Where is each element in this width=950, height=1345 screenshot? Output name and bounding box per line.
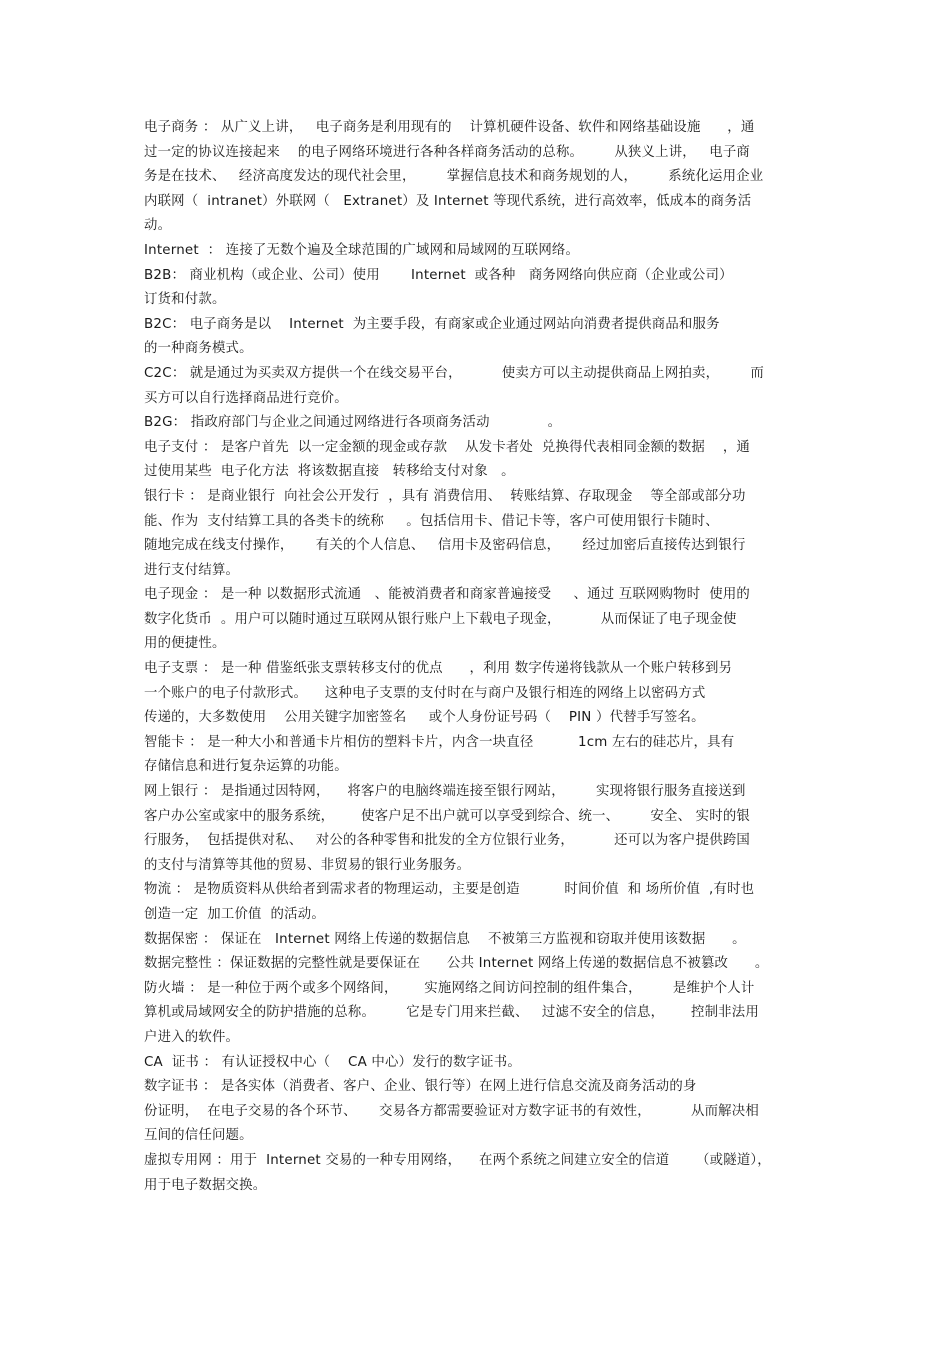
text-line: 互间的信任问题。 bbox=[144, 1128, 253, 1144]
text-line: 物流 ： 是物质资料从供给者到需求者的物理运动，主要是创造 时间价值 和 场所价值 ,有时也 bbox=[144, 882, 755, 898]
text-line: 内联网（ intranet）外联网（ Extranet）及 Internet 等现代系统，进行高效率，低成本的商务活 bbox=[144, 193, 752, 209]
text-line: 买方可以自行选择商品进行竞价。 bbox=[144, 390, 348, 406]
text-line: 防火墙 ： 是一种位于两个或多个网络间， 实施网络之间访问控制的组件集合， 是维护个人计 bbox=[144, 980, 755, 996]
text-line: 银行卡 ： 是商业银行 向社会公开发行 ，具有 消费信用、 转账结算、存取现金 等全部或部分功 bbox=[144, 488, 746, 504]
text-line: 随地完成在线支付操作， 有关的个人信息、 信用卡及密码信息， 经过加密后直接传达到银行 bbox=[144, 538, 746, 554]
text-line: 智能卡 ： 是一种大小和普通卡片相仿的塑料卡片，内含一块直径 1cm 左右的硅芯片，具有 bbox=[144, 734, 735, 750]
text-line: 动。 bbox=[144, 218, 172, 234]
text-line: 电子商务 ： 从广义上讲， 电子商务是利用现有的 计算机硬件设备、软件和网络基础设施 ，通 bbox=[144, 120, 755, 135]
text-line: 算机或局域网安全的防护措施的总称。 它是专门用来拦截、 过滤不安全的信息， 控制非法用 bbox=[144, 1005, 759, 1021]
text-line: 存储信息和进行复杂运算的功能。 bbox=[144, 759, 348, 775]
text-line: 数字化货币 。用户可以随时通过互联网从银行账户上下载电子现金， 从而保证了电子现金使 bbox=[144, 611, 737, 627]
text-line: Internet ： 连接了无数个遍及全球范围的广域网和局域网的互联网络。 bbox=[144, 242, 580, 258]
text-line: C2C： 就是通过为买卖双方提供一个在线交易平台， 使卖方可以主动提供商品上网拍卖， 而 bbox=[144, 365, 765, 381]
text-line: 网上银行 ： 是指通过因特网， 将客户的电脑终端连接至银行网站， 实现将银行服务直接送到 bbox=[144, 784, 746, 800]
text-line: 能、作为 支付结算工具的各类卡的统称 。包括信用卡、借记卡等，客户可使用银行卡随时、 bbox=[144, 513, 719, 529]
text-line: 数字证书 ： 是各实体（消费者、客户、企业、银行等）在网上进行信息交流及商务活动的身 bbox=[144, 1079, 697, 1095]
text-line: 务是在技术、 经济高度发达的现代社会里， 掌握信息技术和商务规划的人， 系统化运用企业 bbox=[144, 169, 764, 185]
text-line: 创造一定 加工价值 的活动。 bbox=[144, 907, 325, 922]
text-line: 订货和付款。 bbox=[144, 292, 226, 308]
text-line: 进行支付结算。 bbox=[144, 562, 240, 578]
text-line: 的支付与清算等其他的贸易、非贸易的银行业务服务。 bbox=[144, 857, 471, 873]
text-line: B2C： 电子商务是以 Internet 为主要手段，有商家或企业通过网站向消费者提供商品和服务 bbox=[144, 316, 720, 332]
text-line: B2B： 商业机构（或企业、公司）使用 Internet 或各种 商务网络向供应商（企业或公司） bbox=[144, 267, 733, 283]
text-line: 户进入的软件。 bbox=[144, 1029, 240, 1045]
text-line: 行服务， 包括提供对私、 对公的各种零售和批发的全方位银行业务， 还可以为客户提供跨国 bbox=[144, 833, 751, 849]
text-line: 数据完整性 ：保证数据的完整性就是要保证在 公共 Internet 网络上传递的数据信息不被篡改 。 bbox=[144, 956, 769, 972]
text-line: 电子现金 ： 是一种 以数据形式流通 、能被消费者和商家普遍接受 、通过 互联网购物时 使用的 bbox=[144, 587, 751, 603]
text-line: 电子支票 ： 是一种 借鉴纸张支票转移支付的优点 ，利用 数字传递将钱款从一个账户转移到另 bbox=[144, 661, 733, 677]
text-line: 用于电子数据交换。 bbox=[144, 1177, 267, 1193]
text-line: 一个账户的电子付款形式。 这种电子支票的支付时在与商户及银行相连的网络上以密码方式 bbox=[144, 685, 706, 701]
text-line: 数据保密 ： 保证在 Internet 网络上传递的数据信息 不被第三方监视和窃取并使用该数据 。 bbox=[144, 931, 746, 947]
text-line: 过一定的协议连接起来 的电子网络环境进行各种各样商务活动的总称。 从狭义上讲， 电子商 bbox=[144, 144, 751, 160]
text-line: 客户办公室或家中的服务系统， 使客户足不出户就可以享受到综合、统一、 安全、 实时的银 bbox=[144, 808, 751, 824]
text-line: 份证明， 在电子交易的各个环节、 交易各方都需要验证对方数字证书的有效性， 从而解决相 bbox=[144, 1103, 759, 1119]
text-line: 过使用某些 电子化方法 将该数据直接 转移给支付对象 。 bbox=[144, 464, 515, 480]
text-line: 电子支付 ： 是客户首先 以一定金额的现金或存款 从发卡者处 兑换得代表相同金额的数据 ，通 bbox=[144, 439, 751, 455]
text-line: 的一种商务模式。 bbox=[144, 341, 253, 357]
text-line: 用的便捷性。 bbox=[144, 636, 226, 652]
text-line: 传递的，大多数使用 公用关键字加密签名 或个人身份证号码（ PIN ）代替手写签名。 bbox=[144, 710, 705, 726]
text-line: B2G： 指政府部门与企业之间通过网络进行各项商务活动 。 bbox=[144, 415, 562, 431]
text-line: CA 证书 ： 有认证授权中心（ CA 中心）发行的数字证书。 bbox=[144, 1054, 521, 1070]
text-line: 虚拟专用网 ：用于 Internet 交易的一种专用网络， 在两个系统之间建立安全的信道 （或隧道）， bbox=[144, 1152, 771, 1168]
document-body bbox=[144, 116, 808, 1198]
